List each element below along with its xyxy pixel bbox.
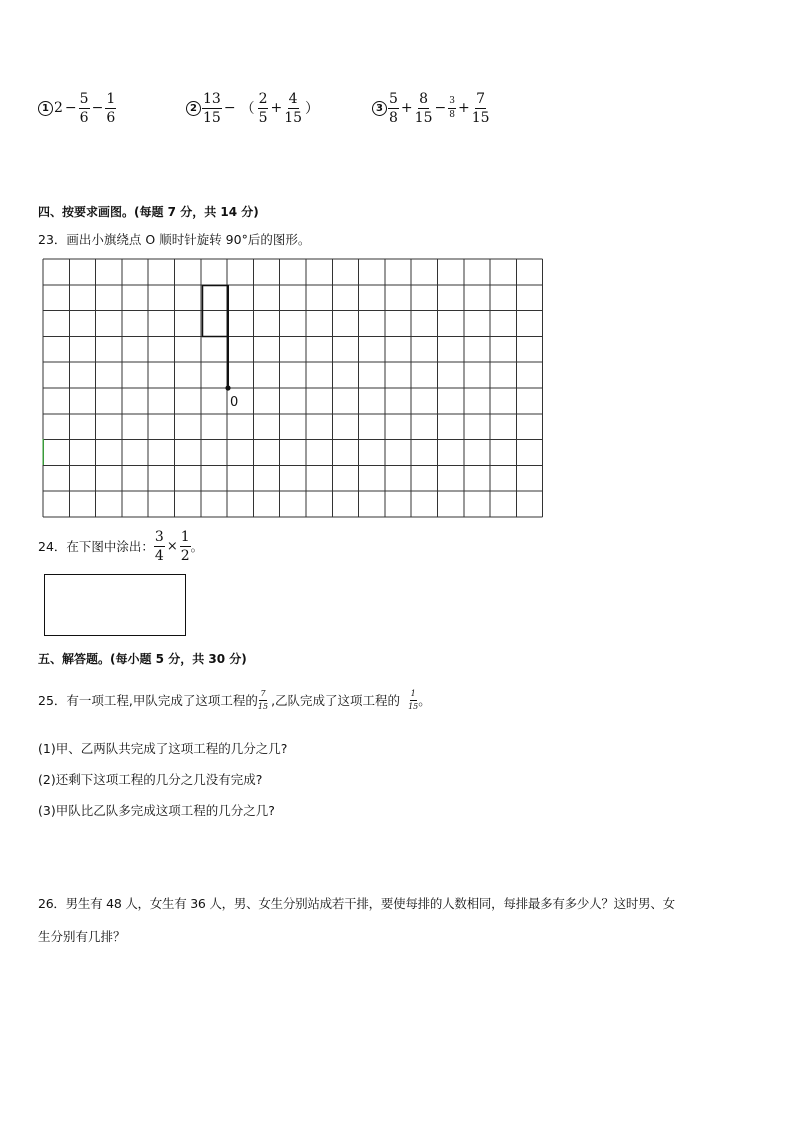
question-25-text: 25．有一项工程,甲队完成了这项工程的 — [38, 693, 258, 708]
fraction: $\frac{1}{15}$ — [408, 688, 419, 711]
plus-sign: + — [270, 100, 283, 116]
question-24-suffix: 。 — [190, 539, 204, 554]
plus-sign: + — [457, 100, 470, 116]
question-23: 23．画出小旗绕点 O 顺时针旋转 90°后的图形。 — [38, 232, 311, 247]
fraction: $\frac{3}{8}$ — [449, 95, 455, 120]
circled-number-1: 1 — [38, 101, 53, 116]
section-heading: 五、解答题。(每小题 5 分，共 30 分) — [38, 652, 247, 666]
left-paren: （ — [240, 101, 255, 117]
question-25-text: ,乙队完成了这项工程的 — [271, 693, 401, 708]
fraction: $\frac{7}{15}$ — [257, 688, 269, 711]
minus-sign: − — [434, 100, 447, 116]
question-26-line-2: 生分别有几排？ — [38, 929, 126, 944]
rotation-point — [225, 385, 230, 390]
section-heading: 四、按要求画图。(每题 7 分，共 14 分) — [38, 205, 259, 219]
fraction: $\frac{3}{4}$ — [154, 528, 164, 564]
fraction: $\frac{7}{15}$ — [471, 90, 490, 126]
sub-question-2: (2)还剩下这项工程的几分之几没有完成? — [38, 772, 263, 787]
whole-number: 2 — [54, 100, 63, 116]
circled-number-3: 3 — [372, 101, 387, 116]
point-label: 0 — [230, 395, 239, 410]
fraction: $\frac{4}{15}$ — [284, 90, 303, 126]
question-24 — [38, 526, 203, 566]
shading-rectangle — [44, 574, 186, 636]
fraction: $\frac{13}{15}$ — [203, 90, 221, 126]
expression-1 — [38, 89, 116, 127]
sub-question-1: (1)甲、乙两队共完成了这项工程的几分之几? — [38, 741, 288, 756]
fraction: $\frac{5}{8}$ — [389, 90, 398, 126]
minus-sign: − — [64, 100, 77, 116]
plus-sign: + — [400, 100, 413, 116]
question-26-line-1: 26．男生有 48 人，女生有 36 人，男、女生分别站成若干排，要使每排的人数相同，每排最多有多少人？这时男、女 — [38, 896, 675, 911]
question-24-prefix: 24．在下图中涂出： — [38, 539, 154, 554]
square-grid — [42, 258, 546, 519]
fraction: $\frac{2}{5}$ — [258, 90, 268, 126]
times-sign: × — [166, 538, 178, 554]
fraction: $\frac{8}{15}$ — [414, 90, 433, 126]
minus-sign: − — [91, 100, 104, 116]
fraction: $\frac{5}{6}$ — [79, 90, 89, 126]
fraction: $\frac{1}{6}$ — [106, 90, 116, 126]
sub-question-3: (3)甲队比乙队多完成这项工程的几分之几? — [38, 803, 275, 818]
expression-3 — [372, 89, 490, 127]
question-25 — [38, 686, 431, 714]
circled-number-2: 2 — [186, 101, 201, 116]
minus-sign: − — [223, 100, 236, 116]
question-25-suffix: 。 — [418, 693, 431, 708]
expression-2 — [186, 89, 322, 127]
right-paren: ） — [305, 101, 320, 117]
fraction: $\frac{1}{2}$ — [180, 528, 190, 564]
